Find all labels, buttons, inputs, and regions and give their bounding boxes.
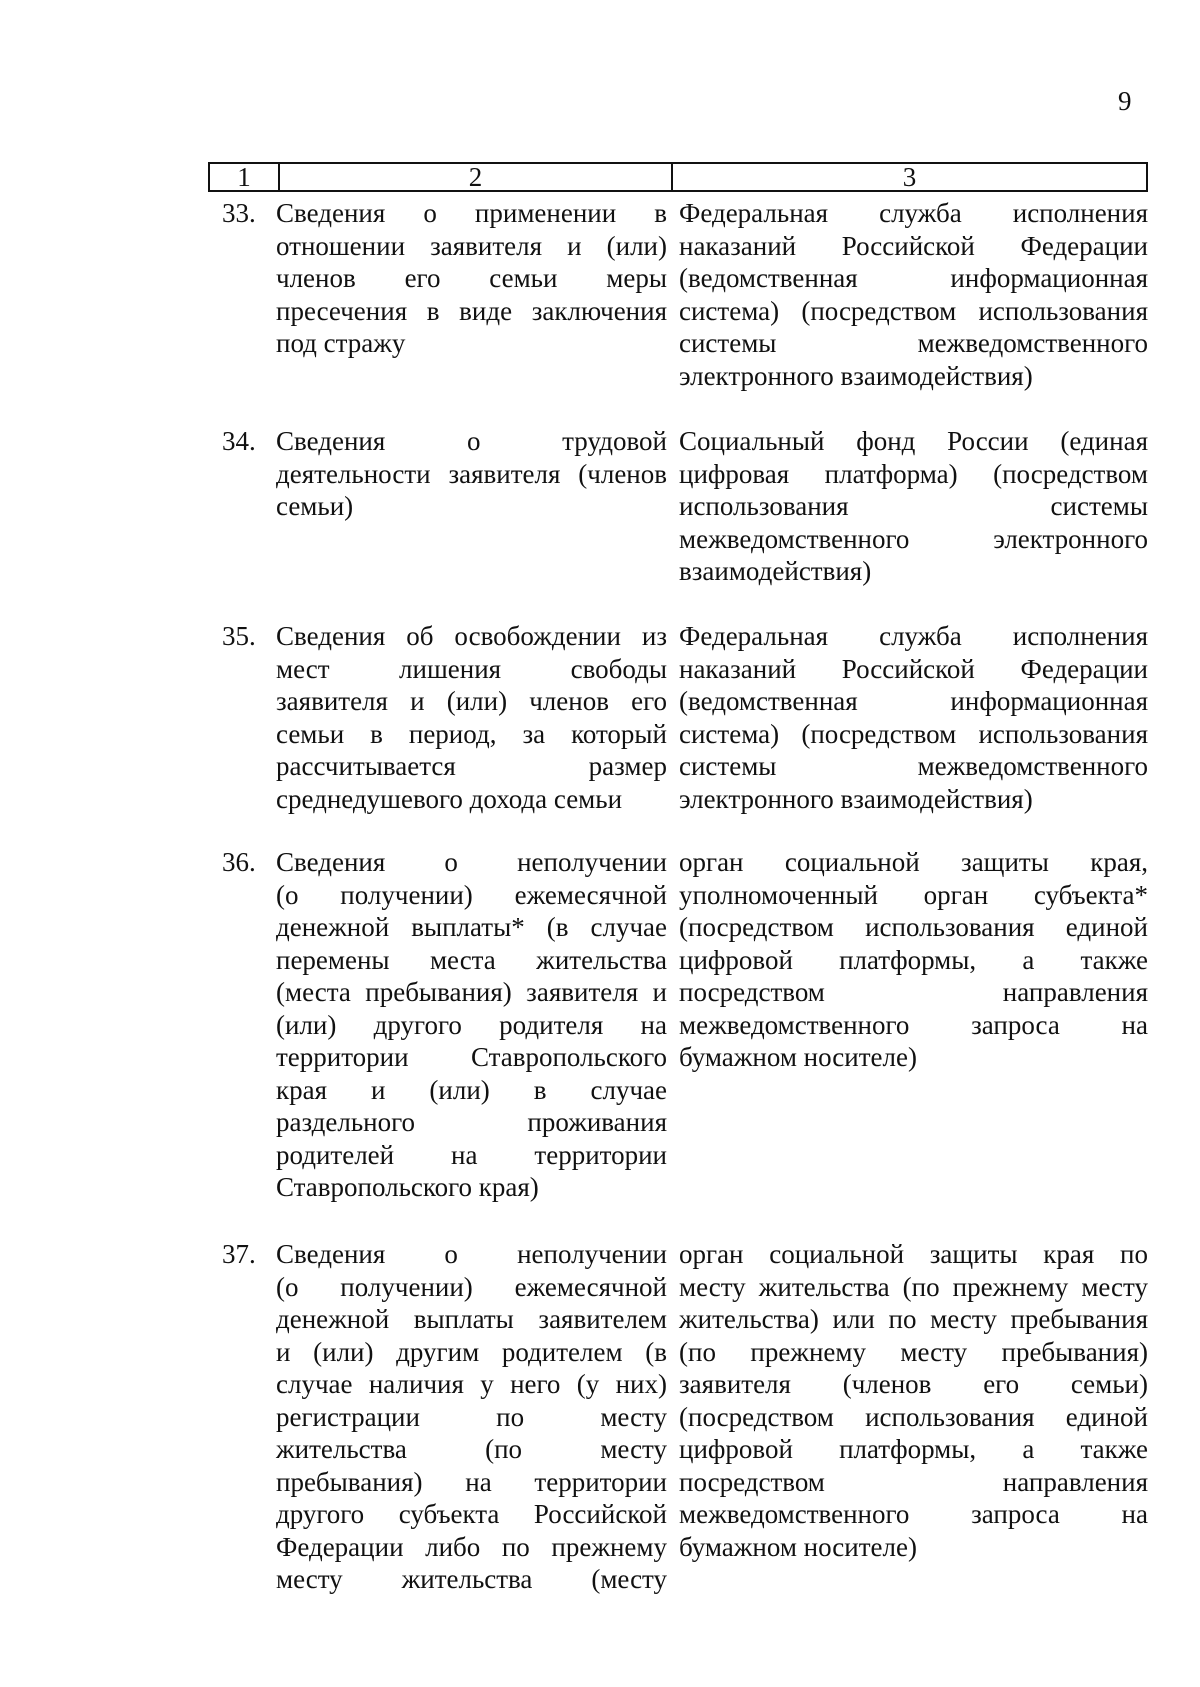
text-line: цифровой платформы, а также (679, 1434, 1148, 1464)
text-line: (или) другого родителя на (276, 1009, 667, 1040)
header-col-2: 2 (280, 164, 673, 190)
row-number: 37. (222, 1239, 256, 1269)
text-line: наказаний Российской Федерации (679, 653, 1148, 684)
text-line: система) (посредством использования (679, 718, 1148, 749)
header-col-3: 3 (902, 162, 917, 192)
text-line: семьи) (276, 491, 354, 521)
text-line: бумажном носителе) (679, 1042, 917, 1072)
text-line: использования системы (679, 491, 1148, 521)
text-line: жительства) или по месту пребывания (679, 1304, 1148, 1334)
text-line: пребывания) на территории (276, 1466, 667, 1497)
text-line: электронного взаимодействия) (679, 783, 1033, 814)
info-source (679, 197, 1148, 392)
text-line: семьи в период, за который (276, 718, 667, 749)
text-line: отношении заявителя и (или) (276, 230, 667, 261)
text-line: перемены места жительства (276, 944, 667, 975)
text-line: (ведомственная информационная (679, 686, 1148, 716)
text-line: уполномоченный орган субъекта* (679, 879, 1148, 910)
text-line: среднедушевого дохода семьи (276, 783, 623, 814)
text-line: края и (или) в случае (276, 1074, 667, 1105)
text-line: цифровой платформы, а также (679, 944, 1148, 975)
text-line: Социальный фонд России (единая (679, 426, 1148, 456)
text-line: электронного взаимодействия) (679, 360, 1033, 391)
info-source (679, 425, 1148, 588)
text-line: цифровая платформа) (посредством (679, 458, 1148, 489)
text-line: Федеральная служба исполнения (679, 621, 1148, 651)
text-line: посредством направления (679, 977, 1148, 1007)
row-number: 36. (222, 847, 256, 877)
text-line: Федеральная служба исполнения (679, 198, 1148, 228)
row-number: 35. (222, 621, 256, 651)
text-line: рассчитывается размер (276, 751, 667, 781)
header-col-1: 1 (210, 164, 280, 190)
text-line: системы межведомственного (679, 751, 1148, 781)
text-line: другого субъекта Российской (276, 1499, 667, 1529)
text-line: (ведомственная информационная (679, 263, 1148, 293)
text-line: система) (посредством использования (679, 295, 1148, 326)
page-number: 9 (1118, 86, 1132, 116)
text-line: месту жительства (по прежнему месту (679, 1271, 1148, 1302)
text-line: под стражу (276, 328, 406, 358)
text-line: жительства (по месту (276, 1434, 667, 1464)
text-line: Сведения о неполучении (276, 1239, 667, 1269)
text-line: регистрации по месту (276, 1401, 667, 1432)
text-line: бумажном носителе) (679, 1531, 917, 1562)
text-line: орган социальной защиты края по (679, 1239, 1148, 1269)
text-line: наказаний Российской Федерации (679, 230, 1148, 261)
info-description (276, 1238, 667, 1596)
text-line: межведомственного электронного (679, 523, 1148, 554)
text-line: межведомственного запроса на (679, 1009, 1148, 1040)
text-line: (о получении) ежемесячной (276, 1271, 667, 1302)
text-line: орган социальной защиты края, (679, 847, 1148, 877)
info-description (276, 846, 667, 1204)
info-source (679, 1238, 1148, 1563)
text-line: (по прежнему месту пребывания) (679, 1336, 1148, 1367)
text-line: денежной выплаты заявителем (276, 1304, 667, 1334)
text-line: денежной выплаты* (в случае (276, 912, 667, 942)
text-line: системы межведомственного (679, 328, 1148, 358)
text-line: межведомственного запроса на (679, 1499, 1148, 1529)
text-line: посредством направления (679, 1466, 1148, 1497)
text-line: заявителя и (или) членов его (276, 686, 667, 716)
text-line: мест лишения свободы (276, 653, 667, 684)
row-number: 33. (222, 198, 256, 228)
text-line: Ставропольского края) (276, 1172, 539, 1202)
text-line: родителей на территории (276, 1139, 667, 1170)
text-line: деятельности заявителя (членов (276, 458, 667, 489)
text-line: территории Ставропольского (276, 1042, 667, 1072)
text-line: пресечения в виде заключения (276, 295, 667, 326)
info-source (679, 846, 1148, 1074)
text-line: Сведения об освобождении из (276, 621, 667, 651)
text-line: (посредством использования единой (679, 1401, 1148, 1432)
text-line: членов его семьи меры (276, 263, 667, 293)
text-line: Сведения о применении в (276, 198, 667, 228)
text-line: (посредством использования единой (679, 912, 1148, 942)
text-line: (места пребывания) заявителя и (276, 977, 667, 1007)
info-description (276, 425, 667, 523)
text-line: случае наличия у него (у них) (276, 1369, 667, 1399)
row-number: 34. (222, 426, 256, 456)
text-line: Федерации либо по прежнему (276, 1531, 667, 1562)
text-line: Сведения о трудовой (276, 426, 667, 456)
text-line: раздельного проживания (276, 1107, 667, 1137)
text-line: и (или) другим родителем (в (276, 1336, 667, 1367)
info-description (276, 620, 667, 815)
info-description (276, 197, 667, 360)
info-source (679, 620, 1148, 815)
text-line: (о получении) ежемесячной (276, 879, 667, 910)
text-line: Сведения о неполучении (276, 847, 667, 877)
table-header (208, 162, 1148, 192)
text-line: заявителя (членов его семьи) (679, 1369, 1148, 1399)
text-line: взаимодействия) (679, 556, 872, 586)
text-line: месту жительства (месту (276, 1564, 667, 1594)
